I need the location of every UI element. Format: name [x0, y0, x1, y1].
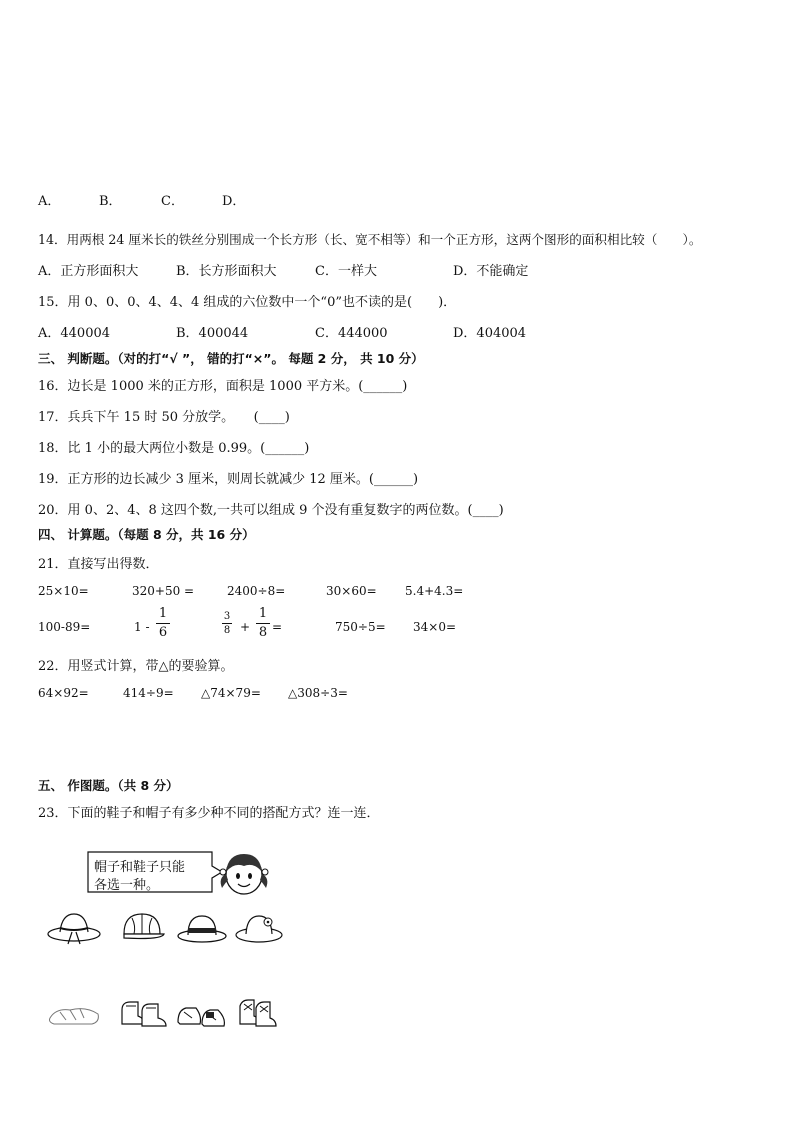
q22-stem: 22．用竖式计算，带△的要验算。	[38, 659, 234, 674]
fraction-one-sixth	[156, 606, 170, 641]
fraction-bar	[256, 623, 270, 624]
q13-option-c: C．	[161, 194, 184, 209]
sandal-icon	[46, 1000, 102, 1030]
q18: 18．比 1 小的最大两位小数是 0.99。(______)	[38, 441, 310, 456]
q21-item: 25×10=	[38, 584, 89, 598]
section-4-heading: 四、 计算题。（每题 8 分，共 16 分）	[38, 527, 255, 542]
q21-item: 5.4+4.3=	[405, 584, 464, 598]
fraction-numerator: 1	[258, 606, 268, 621]
q21-item: 2400÷8=	[227, 584, 286, 598]
q13-option-d: D．	[222, 194, 246, 209]
girl-illustration	[214, 842, 274, 904]
fraction-three-eighths	[222, 611, 232, 636]
section-3-heading: 三、 判断题。（对的打“√ ”， 错的打“×”。 每题 2 分， 共 10 分）	[38, 351, 424, 366]
fraction-denominator: 8	[223, 625, 231, 636]
fraction-numerator: 1	[158, 606, 168, 621]
fraction-bar	[222, 623, 232, 624]
q15-option-d: D．404004	[453, 326, 527, 341]
fraction-denominator: 6	[158, 625, 168, 640]
q14-option-a: A．正方形面积大	[38, 264, 139, 279]
q22-item: △308÷3=	[288, 686, 348, 700]
speech-bubble-line-1: 帽子和鞋子只能	[94, 860, 186, 875]
q22-item: △74×79=	[201, 686, 261, 700]
q14-stem: 14．用两根 24 厘米长的铁丝分别围成一个长方形（长、宽不相等）和一个正方形，这两个图形的面积相比较（ ）。	[38, 232, 702, 247]
q19: 19．正方形的边长减少 3 厘米，则周长就减少 12 厘米。(______)	[38, 472, 419, 487]
q21-item: 34×0=	[413, 620, 457, 634]
fedora-icon	[176, 910, 228, 946]
q14-option-d: D．不能确定	[453, 264, 529, 279]
q13-option-a: A．	[38, 194, 61, 209]
q14-option-c: C．一样大	[315, 264, 377, 279]
q21-fraction-prefix: 1 -	[134, 620, 150, 634]
fraction-bar	[156, 623, 170, 624]
q21-item: 30×60=	[326, 584, 377, 598]
fraction-denominator: 8	[258, 625, 268, 640]
q13-option-b: B．	[99, 194, 122, 209]
fraction-one-eighth	[256, 606, 270, 641]
boots-icon	[118, 994, 170, 1030]
q17: 17．兵兵下午 15 时 50 分放学。 (____)	[38, 410, 290, 425]
section-5-heading: 五、 作图题。（共 8 分）	[38, 778, 179, 793]
sun-hat-icon	[234, 910, 284, 946]
q15-option-c: C．444000	[315, 326, 388, 341]
q14-option-b: B．长方形面积大	[176, 264, 277, 279]
q21-item: 750÷5=	[335, 620, 386, 634]
high-top-shoes-icon	[236, 994, 280, 1030]
q15-option-a: A．440004	[38, 326, 111, 341]
q21-item: 320+50 =	[132, 584, 195, 598]
sneakers-icon	[176, 996, 228, 1030]
q20: 20．用 0、2、4、8 这四个数,一共可以组成 9 个没有重复数字的两位数。(____)	[38, 503, 504, 518]
speech-bubble-line-2: 各选一种。	[94, 878, 160, 893]
q15-stem: 15．用 0、0、0、4、4、4 组成的六位数中一个“0”也不读的是( )．	[38, 295, 457, 310]
q22-item: 414÷9=	[123, 686, 174, 700]
q23-stem: 23．下面的鞋子和帽子有多少种不同的搭配方式？连一连．	[38, 806, 380, 821]
fraction-numerator: 3	[223, 611, 231, 622]
hat-icon	[46, 910, 102, 946]
plus-sign: +	[240, 620, 251, 634]
q22-item: 64×92=	[38, 686, 89, 700]
q21-item: 100-89=	[38, 620, 91, 634]
equals-sign: =	[272, 620, 283, 634]
q21-stem: 21．直接写出得数．	[38, 557, 159, 572]
q15-option-b: B．400044	[176, 326, 249, 341]
q16: 16．边长是 1000 米的正方形，面积是 1000 平方米。(______)	[38, 379, 408, 394]
cap-icon	[118, 910, 166, 946]
